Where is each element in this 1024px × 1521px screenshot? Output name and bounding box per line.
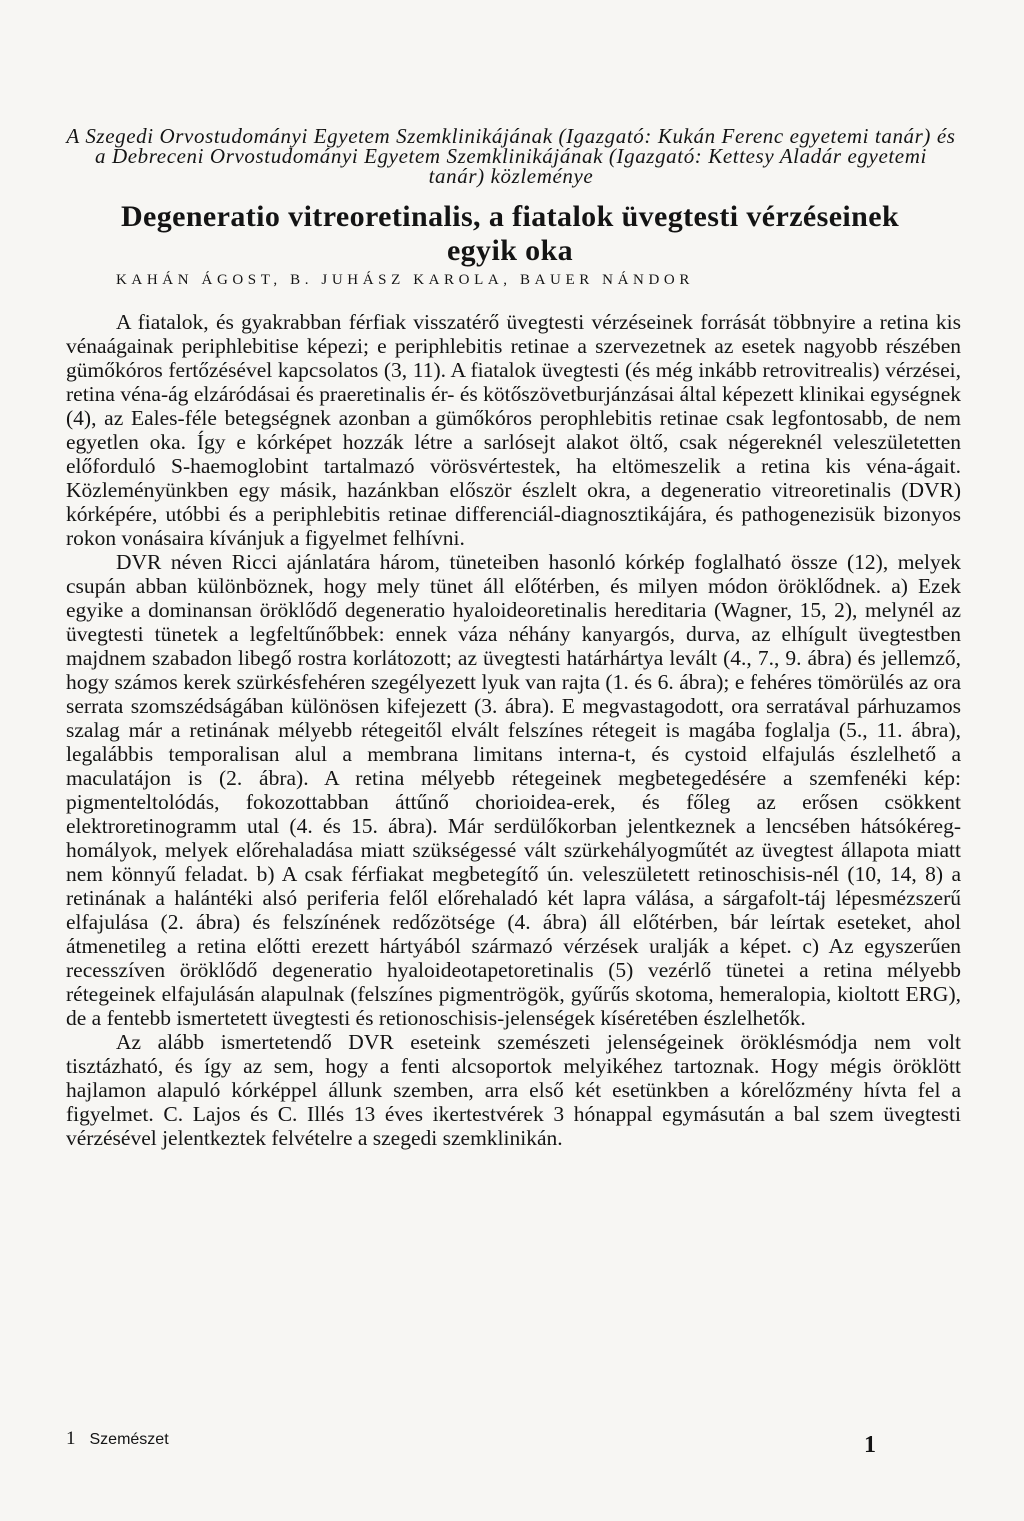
body-paragraph: DVR néven Ricci ajánlatára három, tüneteiben hasonló kórkép foglalható össze (12), melyek csupán abban különböznek, hogy mely tünet áll előtérben, és milyen módon öröklődnek. a) Ezek egyike a dominansan öröklődő degeneratio hyaloideoretinalis hereditaria (Wagner, 15, 2), melynél az üvegtesti tünetek a legfeltűnőbbek: ennek váza néhány kanyargós, durva, az elhígult üvegtestben majdnem szabadon libegő rostra korlátozott; az üvegtesti határhártya levált (4., 7., 9. ábra) és jellemző, hogy számos kerek szürkésfehéren szegélyezett lyuk van rajta (1. és 6. ábra); e fehéres tömörülés az ora serrata szomszédságában különösen kifejezett (3. ábra). E megvastagodott, ora serratával párhuzamos szalag már a retinának mélyebb rétegeitől elvált felszínes rétegeit is magába foglalja (5., 11. ábra), legalábbis temporalisan alul a membrana limitans interna-t, és cystoid elfajulás észlelhető a maculatájon is (2. ábra). A retina mélyebb rétegeinek megbetegedésére a szemfenéki kép: pigmenteltolódás, fokozottabban áttűnő chorioidea-erek, és főleg az erősen csökkent elektroretinogramm utal (4. és 15. ábra). Már serdülőkorban jelentkeznek a lencsében hátsókéreg-homályok, melyek előrehaladása miatt szükségessé vált szürkehályogműtét az üvegtest állapota miatt nem könnyű feladat. b) A csak férfiakat megbetegítő ún. veleszületett retinoschisis-nél (10, 14, 8) a retinának a halántéki alsó periferia felől előrehaladó két lapra válása, a sárgafolt-táj lépesmézszerű elfajulása (2. ábra) és felszínének redőzötsége (4. ábra) áll előtérben, bár leírtak eseteket, ahol átmenetileg a retina előtti erezett hártyából származó vérzések uralják a képet. c) Az egyszerűen recesszíven öröklődő degeneratio hyaloideotapetoretinalis (5) vezérlő tünetei a retina mélyebb rétegeinek elfajulásán alapulnak (felszínes pigmentrögök, gyűrűs skotoma, hemeralopia, kioltott ERG), de a fentebb ismertetett üvegtesti és retionoschisis-jelenségek kíséretében észlelhetők.: [66, 550, 961, 1030]
affiliation-heading: A Szegedi Orvostudományi Egyetem Szemklinikájának (Igazgató: Kukán Ferenc egyetemi tanár) és a Debreceni Orvostudományi Egyetem Szemklinikájának (Igazgató: Kettesy Aladár egyetemi tanár) közleménye: [66, 124, 956, 188]
journal-name: Szemészet: [89, 1431, 169, 1448]
article-title: Degeneratio vitreoretinalis, a fiatalok üvegtesti vérzéseinek egyik oka: [120, 200, 900, 267]
body-paragraph: Az alább ismertetendő DVR eseteink szemészeti jelenségeinek öröklésmódja nem volt tisztázható, és így az sem, hogy a fenti alcsoportok melyikéhez tartoznak. Hogy mégis öröklött hajlamon alapuló kórképpel állunk szemben, arra első két esetünkben a kórelőzmény hívta fel a figyelmet. C. Lajos és C. Illés 13 éves ikertestvérek 3 hónappal egymásután a bal szem üvegtesti vérzésével jelentkeztek felvételre a szegedi szemklinikán.: [66, 1030, 961, 1150]
page-footer: [66, 1428, 169, 1450]
article-body: [66, 310, 961, 1150]
body-paragraph: A fiatalok, és gyakrabban férfiak visszatérő üvegtesti vérzéseinek forrását többnyire a retina kis vénaágainak periphlebitise képezi; e periphlebitis retinae a szervezetnek az esetek nagyobb részében gümőkóros fertőzésével kapcsolatos (3, 11). A fiatalok üvegtesti (és még inkább retrovitrealis) vérzései, retina véna-ág elzáródásai és praeretinalis ér- és kötőszövetburjánzásai által képezett klinikai egységnek (4), az Eales-féle betegségnek azonban a gümőkóros perophlebitis retinae csak legfontosabb, de nem egyetlen oka. Így e kórképet hozzák létre a sarlósejt alakot öltő, csak négereknél veleszületetten előforduló S-haemoglobint tartalmazó vörösvértestek, ha eltömeszelik a retina kis véna-ágait. Közleményünkben egy másik, hazánkban először észlelt okra, a degeneratio vitreoretinalis (DVR) kórképére, utóbbi és a periphlebitis retinae differenciál-diagnosztikájára, és pathogenezisük bizonyos rokon vonásaira kívánjuk a figyelmet felhívni.: [66, 310, 961, 550]
footnote-number: 1: [66, 1428, 76, 1449]
author-list: KAHÁN ÁGOST, B. JUHÁSZ KAROLA, BAUER NÁNDOR: [116, 272, 694, 288]
page-number: 1: [864, 1432, 876, 1458]
